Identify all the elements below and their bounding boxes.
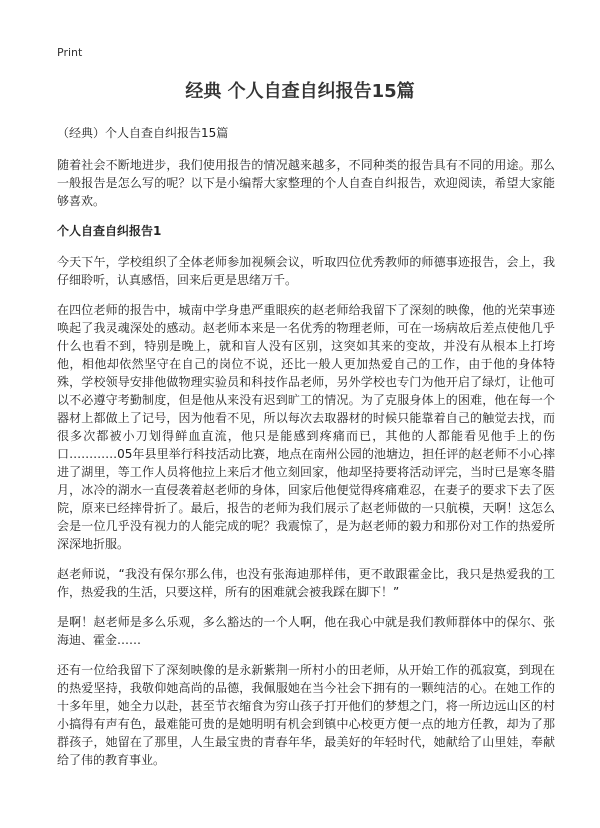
section-heading: 个人自查自纠报告1 [57,224,162,238]
body-paragraph: 是啊！赵老师是多么乐观，多么豁达的一个人啊，他在我心中就是我们教师群体中的保尔、张海迪、霍金…… [57,615,555,647]
body-paragraph: 在四位老师的报告中，城南中学身患严重眼疾的赵老师给我留下了深刻的映像，他的光荣事迹唤起了我灵魂深处的感动。赵老师本来是一名优秀的物理老师，可在一场病故后差点使他几乎什么也看不到，特别是晚上，就和盲人没有区别，这突如其来的变故，并没有从根本上打垮他，相他却依然坚守在自己的岗位不说，还比一般人更加热爱自己的工作，由于他的身体特殊，学校领导安排他做物理实验员和科技作品老师，另外学校也专门为他开启了绿灯，让他可以不必遵守考勤制度，但是他从来没有迟到旷工的情况。为了克服身体上的困难，他在每一个器材上都做上了记号，因为他看不见，所以每次去取器材的时候只能靠着自己的触觉去找，而很多次都被小刀划得鲜血直流，他只是能感到疼痛而已，其他的人都能看见他手上的伤口…………05年县里举行科技活动比赛，地点在南州公园的池塘边，担任评的赵老师不小心摔进了湖里，等工作人员将他拉上来后才他立刻回家，他却坚持要将活动评完，当时已是寒冬腊月，冰冷的湖水一直侵袭着赵老师的身体，回家后他便觉得疼痛难忍，在妻子的要求下去了医院，原来已经摔骨折了。最后，报告的老师为我们展示了赵老师做的一只航模，天啊！这怎么会是一位几乎没有视力的人能完成的呢？我震惊了，是为赵老师的毅力和那份对工作的热爱所深深地折服。 [57,303,555,551]
page-title: 经典 个人自查自纠报告15篇 [185,81,415,102]
document-subtitle: （经典）个人自查自纠报告15篇 [57,126,229,140]
document-body [57,124,555,781]
intro-paragraph: 随着社会不断地进步，我们使用报告的情况越来越多，不同种类的报告具有不同的用途。那么一般报告是怎么写的呢？以下是小编帮大家整理的个人自查自纠报告，欢迎阅读，希望大家能够喜欢。 [57,158,555,208]
body-paragraph: 今天下午，学校组织了全体老师参加视频会议，听取四位优秀教师的师德事迹报告，会上，我仔细聆听，认真感悟，回来后更是思绪万千。 [57,255,555,287]
print-link[interactable]: Print [57,46,83,59]
body-paragraph: 赵老师说，“我没有保尔那么伟，也没有张海迪那样伟，更不敢跟霍金比，我只是热爱我的工作，热爱我的生活，只要这样，所有的困难就会被我踩在脚下！” [57,567,555,599]
body-paragraph: 还有一位给我留下了深刻映像的是永新紫荆一所村小的田老师，从开始工作的孤寂寞，到现在的热爱坚持，我敬仰她高尚的品德，我佩服她在当今社会下拥有的一颗纯洁的心。在她工作的十多年里，她全力以赴，甚至节衣缩食为穷山孩子打开他们的梦想之门，将一所边远山区的村小搞得有声有色，最难能可贵的是她明明有机会到镇中心校更方便一点的地方任教，却为了那群孩子，她留在了那里，人生最宝贵的青春年华，最美好的年轻时代，她献给了山里娃，奉献给了伟的教育事业。 [57,663,555,767]
